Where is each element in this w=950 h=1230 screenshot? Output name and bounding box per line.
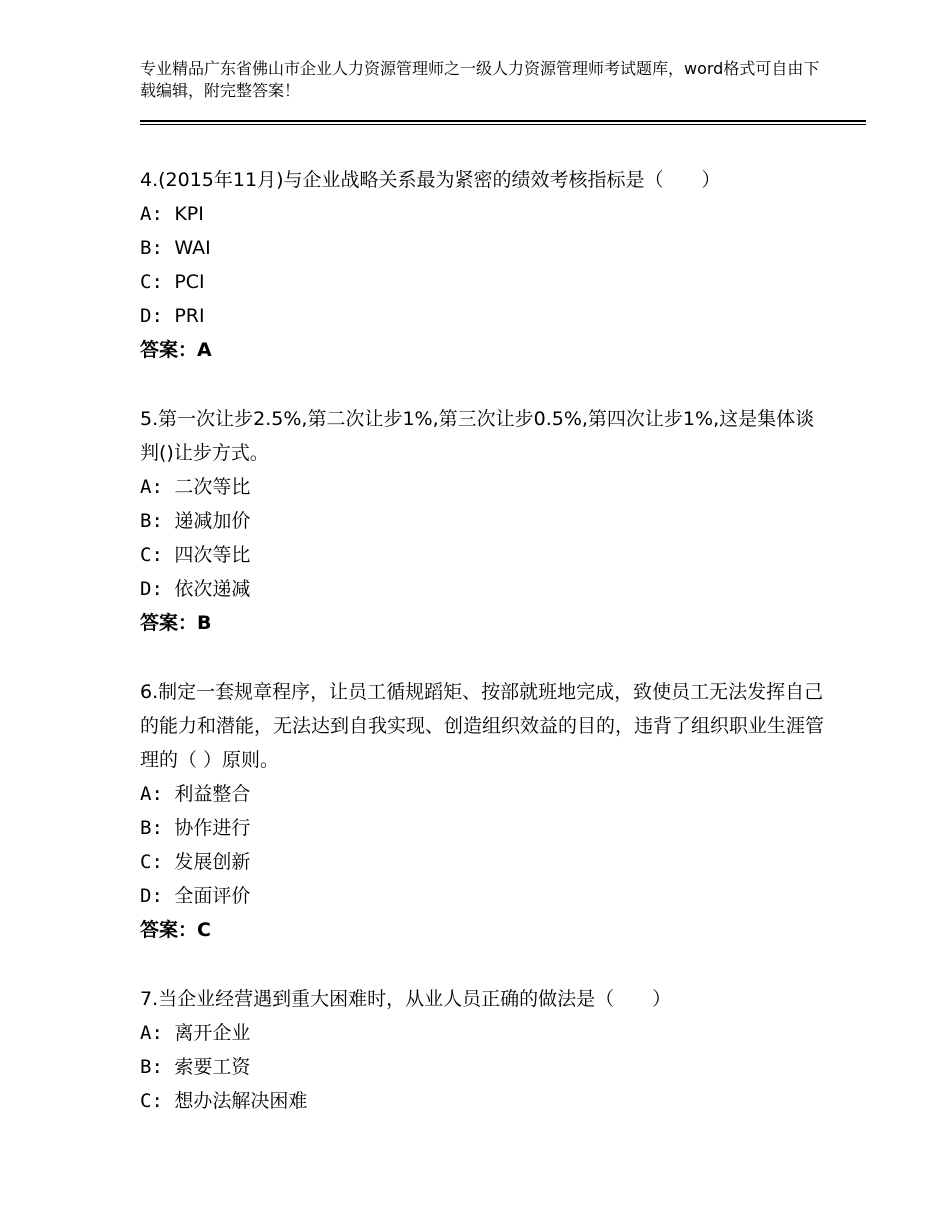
option-d: [140, 572, 830, 606]
option-text: 全面评价: [174, 885, 251, 907]
option-letter: C:: [140, 271, 175, 293]
option-text: KPI: [174, 203, 204, 225]
option-d: [140, 879, 830, 913]
option-letter: A:: [140, 203, 175, 225]
question-6: [140, 675, 830, 947]
option-text: 二次等比: [174, 476, 251, 498]
option-a: [140, 777, 830, 811]
option-letter: C:: [140, 851, 175, 873]
option-text: 利益整合: [174, 783, 251, 805]
option-text: 递减加价: [174, 510, 251, 532]
option-letter: D:: [140, 578, 175, 600]
option-letter: B:: [140, 1056, 175, 1078]
question-text: 7.当企业经营遇到重大困难时，从业人员正确的做法是（ ）: [140, 988, 672, 1010]
answer-label: 答案：B: [140, 612, 212, 634]
option-d: [140, 299, 830, 333]
option-c: [140, 1084, 830, 1118]
option-text: 协作进行: [174, 817, 251, 839]
question-7: [140, 982, 830, 1118]
option-letter: D:: [140, 305, 175, 327]
question-4: [140, 163, 830, 367]
option-text: 依次递减: [174, 578, 251, 600]
question-spacer: [140, 640, 830, 675]
option-letter: A:: [140, 476, 175, 498]
option-b: [140, 504, 830, 538]
question-text: 4.(2015年11月)与企业战略关系最为紧密的绩效考核指标是（ ）: [140, 169, 721, 191]
option-letter: B:: [140, 237, 175, 259]
option-text: 想办法解决困难: [174, 1090, 308, 1112]
answer-label: 答案：C: [140, 919, 211, 941]
question-text: 6.制定一套规章程序，让员工循规蹈矩、按部就班地完成，致使员工无法发挥自己的能力和潜能，无法达到自我实现、创造组织效益的目的，违背了组织职业生涯管理的（ ）原则。: [140, 681, 825, 771]
question-list: [140, 163, 830, 1118]
option-text: 离开企业: [174, 1022, 251, 1044]
option-text: 发展创新: [174, 851, 251, 873]
header-rule-thin: [140, 124, 866, 125]
option-letter: A:: [140, 783, 175, 805]
option-c: [140, 845, 830, 879]
option-text: PRI: [174, 305, 205, 327]
option-letter: B:: [140, 817, 175, 839]
question-5: [140, 402, 830, 640]
answer-label: 答案：A: [140, 339, 212, 361]
question-spacer: [140, 947, 830, 982]
option-b: [140, 231, 830, 265]
option-text: WAI: [174, 237, 211, 259]
option-letter: A:: [140, 1022, 175, 1044]
option-a: [140, 470, 830, 504]
option-text: PCI: [174, 271, 205, 293]
option-a: [140, 197, 830, 231]
option-c: [140, 538, 830, 572]
option-letter: C:: [140, 544, 175, 566]
question-text: 5.第一次让步2.5%,第二次让步1%,第三次让步0.5%,第四次让步1%,这是集体谈判()让步方式。: [140, 408, 815, 464]
option-b: [140, 1050, 830, 1084]
document-header: 专业精品广东省佛山市企业人力资源管理师之一级人力资源管理师考试题库，word格式可自由下载编辑，附完整答案！: [140, 59, 820, 100]
option-letter: B:: [140, 510, 175, 532]
option-b: [140, 811, 830, 845]
option-text: 四次等比: [174, 544, 251, 566]
option-a: [140, 1016, 830, 1050]
option-letter: D:: [140, 885, 175, 907]
option-letter: C:: [140, 1090, 175, 1112]
header-rule-thick: [140, 120, 866, 122]
option-text: 索要工资: [174, 1056, 251, 1078]
option-c: [140, 265, 830, 299]
question-spacer: [140, 367, 830, 402]
